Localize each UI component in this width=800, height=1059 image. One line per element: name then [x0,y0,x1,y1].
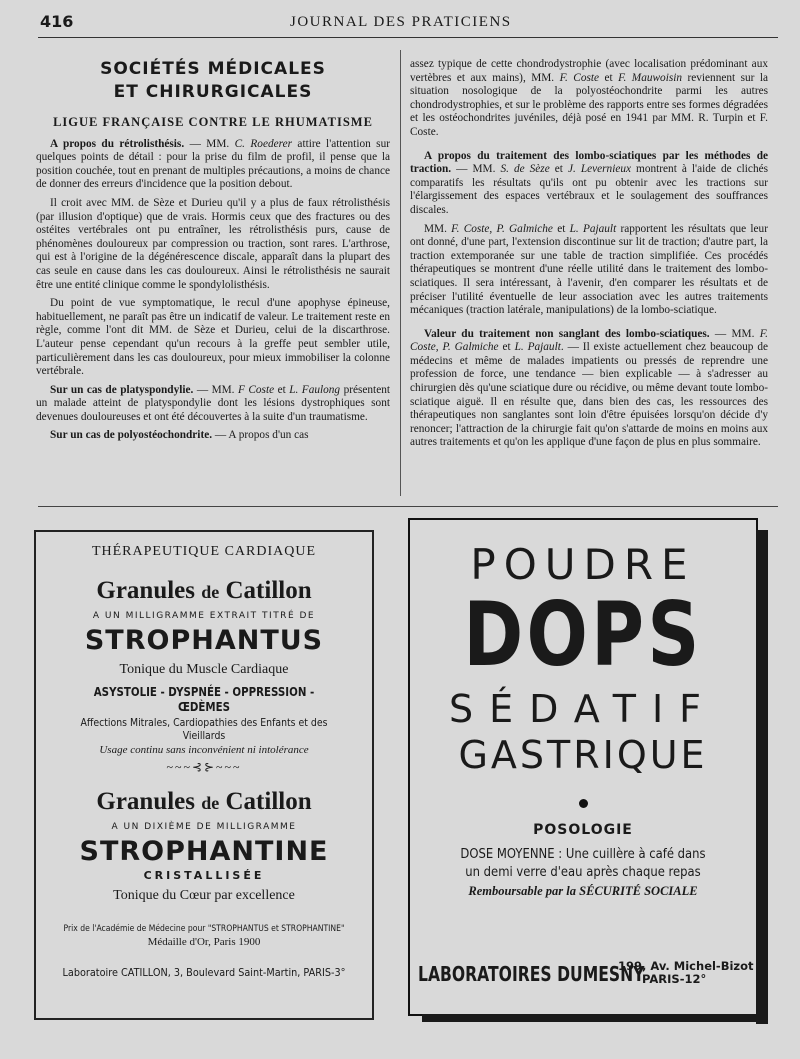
ad-prix: Prix de l'Académie de Médecine pour "STROPHANTUS et STROPHANTINE" [63,924,345,934]
ad-posologie: POSOLOGIE [533,822,633,838]
ad-shadow-bottom [422,1014,768,1022]
ad-dose-1: A UN MILLIGRAMME EXTRAIT TITRÉ DE [92,611,316,621]
bullet-dot-icon [579,799,588,808]
ad-lab-name: LABORATOIRES DUMESNY [418,962,645,986]
ad-cristallisee: CRISTALLISÉE [143,869,265,882]
ad-separator-rule [38,506,778,507]
ad-usage: Usage continu sans inconvénient ni intolérance [99,744,309,756]
ad-tonic-2: Tonique du Cœur par excellence [113,888,295,903]
ad-shadow-right [756,530,768,1024]
ad-remboursable: Remboursable par la SÉCURITÉ SOCIALE [468,884,698,898]
ad-dops-content [410,520,756,1014]
ad-catillon [34,530,374,1020]
ad-gastrique: GASTRIQUE [458,733,708,777]
article-lombo-p2: MM. F. Coste, P. Galmiche et L. Pajault rapportent les résultats que leur ont donné, d'une part, l'extension discontinue sur lit de traction; d'autre part, la traction extemporanée sur une table de traction simplifiée. Ces procédés thérapeutiques se montrent d'une réelle utilité dans le traitement des lombo-sciatiques. Il sera intéressant, à l'avenir, d'en comparer les résultats et de préciser l'utilité éventuelle de leur association avec les autres traitements mécaniques (traction latérale, manipulations) de la lombo-sciatique. [410,222,768,317]
article-lombo-p1: A propos du traitement des lombo-sciatiques par les méthodes de traction. — MM. S. de Sèze et J. Levernieux montrent à l'aide de clichés comparatifs les résultats qu'ils ont pu obtenir avec les tractions sur l'élargissement des espaces vertébraux et le soulagement des souffrances discales. [410,149,769,216]
ad-lab-address: 199, Av. Michel-Bizot PARIS-12° [618,959,754,986]
ad-product-strophantine: STROPHANTINE [79,836,329,867]
ad-lab-row [418,958,754,998]
ad-dops [408,518,758,1016]
article-poly-cont: assez typique de cette chondrodystrophie (avec localisation prédominant aux vertèbres et aux mains), MM. F. Coste et F. Mauwoisin reviennent sur la situation nosologique de la polyostéochondrite parmi les autres chondrodystrophies, et sur le problème des rapports entre ses formes dégradées et les ostéochondrites juvéniles, déjà posé en 1941 par MM. R. Turpin et F. Coste. [410,58,769,138]
ad-brand: DOPS [463,583,703,686]
section-title: SOCIÉTÉS MÉDICALES ET CHIRURGICALES [100,59,326,102]
page-number: 416 [40,12,74,31]
article-poly-start: Sur un cas de polyostéochondrite. — A propos d'un cas [50,429,309,442]
column-divider [400,50,401,496]
ornament-icon: ~~~⊰⊱~~~ [166,760,242,774]
article-retro-p1: A propos du rétrolisthésis. — MM. C. Roederer attire l'attention sur quelques points de détail : pour la prise du film de profil, il pense que la position couchée, tout en prenant de multiples précautions, a moins de chance de donner des erreurs d'incidence que la position debout. [36,137,390,191]
article-retro-p2: Il croit avec MM. de Sèze et Durieu qu'il y a plus de faux rétrolisthésis (par illusion d'optique) que de vrais. Hormis ceux que des fractures ou des ostéites vertébrales ont pu entraîner, les rétrolisthésis purs, cause de phénomènes douloureux par compression ou traction, sont rares. L'arthrose, qui est à l'origine de la dégénérescence discale, apparaît dans la plupart des cas seule en cause dans les cas douloureux. Ainsi le rétrolisthésis ne saurait être une entité clinique comme le spondylolisthésis. [36,196,390,291]
ad-granules-1: Granules de Catillon [96,577,312,604]
left-column [36,58,390,448]
ad-medaille: Médaille d'Or, Paris 1900 [147,936,261,948]
ad-indications: ASYSTOLIE - DYSPNÉE - OPPRESSION - ŒDÈMES [93,684,315,714]
ad-sedatif: SÉDATIF [448,687,718,731]
ad-dose-line-2: un demi verre d'eau après chaque repas [465,864,701,880]
article-retro-p3: Du point de vue symptomatique, le recul d'une apophyse épineuse, habituellement, ne paraît pas être un indicatif de valeur. Le traitement reste en règle, comme l'ont dit MM. de Sèze et Durieu, celui de la discarthrose. L'auteur pense cependant qu'un recours à la greffe peut sembler utile, particulièrement dans les cas douloureux, pour mieux immobiliser la colonne vertébrale. [36,297,390,378]
ad-poudre: POUDRE [470,540,696,589]
ad-dose-2: A UN DIXIÈME DE MILLIGRAMME [111,822,297,832]
journal-title: JOURNAL DES PRATICIENS [290,14,512,30]
article-platy: Sur un cas de platyspondylie. — MM. F Coste et L. Faulong présentent un malade atteint de platyspondylie dont les lésions dystrophiques sont devenues douloureuses et ont été découvertes à la suite d'un traumatisme. [36,383,390,423]
ad-granules-2: Granules de Catillon [96,788,312,815]
ad-dose-line-1: DOSE MOYENNE : Une cuillère à café dans [460,846,706,862]
ad-affections: Affections Mitrales, Cardiopathies des Enfants et des Vieillards [80,716,328,742]
ad-tonic-1: Tonique du Muscle Cardiaque [119,662,289,677]
right-column [410,58,768,455]
ad-category: THÉRAPEUTIQUE CARDIAQUE [91,544,317,559]
article-valeur: Valeur du traitement non sanglant des lombo-sciatiques. — MM. F. Coste, P. Galmiche et L. Pajault. — Il existe actuellement chez beaucoup de médecins et même de malades impatients ou pressés de reprendre une profession de force, une tendance — bien explicable — à s'adresser au chirurgien dès qu'une sciatique dure ou récidive, ou même devant toute lombo-sciatique aiguë. Il en résulte que, dans bien des cas, les ressources des thérapeutiques non sanglantes sont loin d'être épuisées lorsqu'on décide d'y renoncer; l'attraction de la chirurgie fait qu'on s'attarde de moins en moins aux autres traitements et qu'on les applique d'une façon de plus en plus sommaire. [410,327,769,449]
header-rule [38,37,778,38]
ad-laboratoire: Laboratoire CATILLON, 3, Boulevard Saint-Martin, PARIS-3° [62,966,346,979]
section-subtitle: LIGUE FRANÇAISE CONTRE LE RHUMATISME [53,115,373,129]
ad-product-strophantus: STROPHANTUS [84,625,324,656]
page-header [0,0,800,40]
